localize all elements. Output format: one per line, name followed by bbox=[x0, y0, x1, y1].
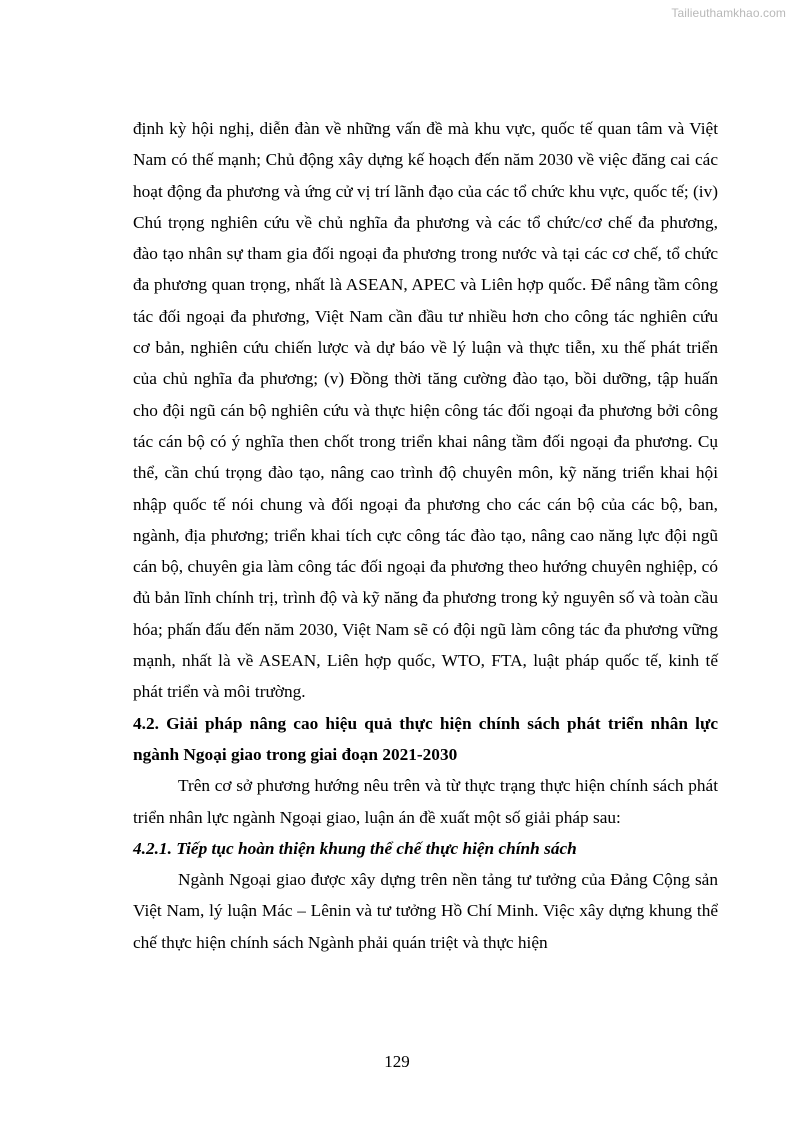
page-body bbox=[133, 113, 718, 958]
subsection-heading-4-2-1: 4.2.1. Tiếp tục hoàn thiện khung thể chế thực hiện chính sách bbox=[133, 838, 577, 858]
paragraph-continuation: định kỳ hội nghị, diễn đàn về những vấn đề mà khu vực, quốc tế quan tâm và Việt Nam có thế mạnh; Chủ động xây dựng kế hoạch đến năm 2030 về việc đăng cai các hoạt động đa phương và ứng cử vị trí lãnh đạo của các tổ chức khu vực, quốc tế; (iv) Chú trọng nghiên cứu về chủ nghĩa đa phương và các tổ chức/cơ chế đa phương, đào tạo nhân sự tham gia đối ngoại đa phương trong nước và tại các cơ chế, tổ chức đa phương quan trọng, nhất là ASEAN, APEC và Liên hợp quốc. Để nâng tầm công tác đối ngoại đa phương, Việt Nam cần đầu tư nhiều hơn cho công tác nghiên cứu cơ bản, nghiên cứu chiến lược và dự báo về lý luận và thực tiễn, xu thế phát triển của chủ nghĩa đa phương; (v) Đồng thời tăng cường đào tạo, bồi dưỡng, tập huấn cho đội ngũ cán bộ nghiên cứu và thực hiện công tác đối ngoại đa phương bởi công tác cán bộ có ý nghĩa then chốt trong triển khai nâng tầm đối ngoại đa phương. Cụ thể, cần chú trọng đào tạo, nâng cao trình độ chuyên môn, kỹ năng triển khai hội nhập quốc tế nói chung và đối ngoại đa phương cho các cán bộ của các bộ, ban, ngành, địa phương; triển khai tích cực công tác đào tạo, nâng cao năng lực đội ngũ cán bộ, chuyên gia làm công tác đối ngoại đa phương theo hướng chuyên nghiệp, có đủ bản lĩnh chính trị, trình độ và kỹ năng đa phương trong kỷ nguyên số và toàn cầu hóa; phấn đấu đến năm 2030, Việt Nam sẽ có đội ngũ làm công tác đa phương vững mạnh, nhất là về ASEAN, Liên hợp quốc, WTO, FTA, luật pháp quốc tế, kinh tế phát triển và môi trường. bbox=[133, 119, 718, 702]
page-number: 129 bbox=[384, 1052, 410, 1071]
watermark: Tailieuthamkhao.com bbox=[671, 6, 786, 20]
paragraph-body-4-2-1: Ngành Ngoại giao được xây dựng trên nền tảng tư tưởng của Đảng Cộng sản Việt Nam, lý luận Mác – Lênin và tư tưởng Hồ Chí Minh. Việc xây dựng khung thể chế thực hiện chính sách Ngành phải quán triệt và thực hiện bbox=[133, 870, 718, 952]
section-heading-4-2: 4.2. Giải pháp nâng cao hiệu quả thực hiện chính sách phát triển nhân lực ngành Ngoại giao trong giai đoạn 2021-2030 bbox=[133, 713, 718, 764]
paragraph-intro-4-2: Trên cơ sở phương hướng nêu trên và từ thực trạng thực hiện chính sách phát triển nhân lực ngành Ngoại giao, luận án đề xuất một số giải pháp sau: bbox=[133, 776, 718, 827]
